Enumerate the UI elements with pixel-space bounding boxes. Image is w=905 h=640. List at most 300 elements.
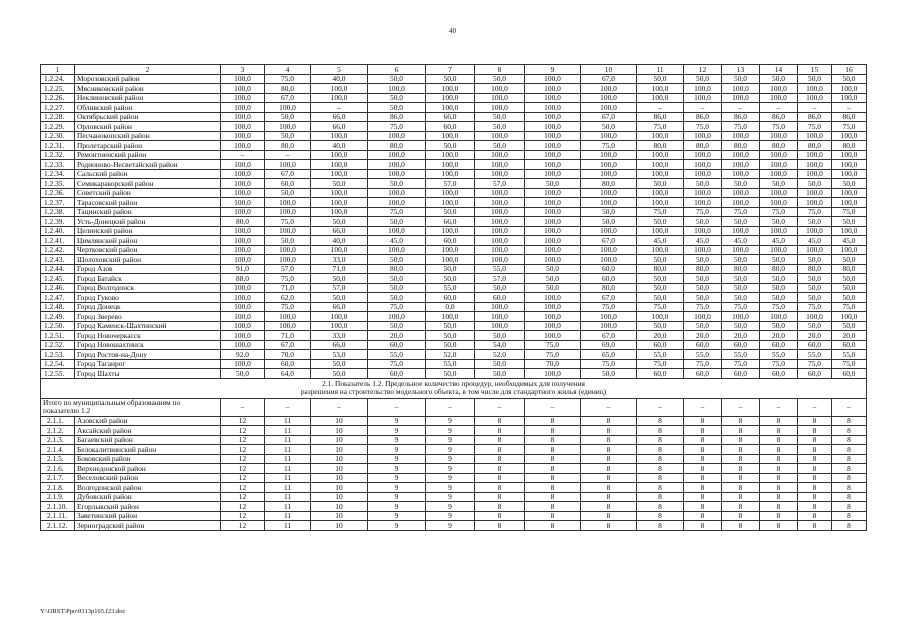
value-cell: 100,0 xyxy=(265,321,311,331)
row-name: Морозовский район xyxy=(75,74,221,84)
value-cell: 100,0 xyxy=(221,255,265,265)
value-cell: 100,0 xyxy=(832,150,867,160)
value-cell: 100,0 xyxy=(581,93,637,103)
value-cell: 8 xyxy=(832,492,867,502)
value-cell: 8 xyxy=(637,492,684,502)
value-cell: 100,0 xyxy=(722,312,760,322)
value-cell: 8 xyxy=(581,492,637,502)
value-cell: 71,0 xyxy=(265,283,311,293)
value-cell: 50,0 xyxy=(475,122,525,132)
row-name: Город Донецк xyxy=(75,302,221,312)
value-cell: 86,0 xyxy=(368,112,426,122)
value-cell: 75,0 xyxy=(637,207,684,217)
value-cell: 100,0 xyxy=(525,217,581,227)
value-cell: 100,0 xyxy=(311,198,368,208)
value-cell: 9 xyxy=(426,473,475,483)
table-row xyxy=(41,464,867,474)
row-name: Сальский район xyxy=(75,169,221,179)
value-cell: 8 xyxy=(525,416,581,426)
value-cell: 8 xyxy=(684,464,722,474)
value-cell: 100,0 xyxy=(475,217,525,227)
value-cell: 67,0 xyxy=(265,340,311,350)
row-code: 1.2.25. xyxy=(41,84,75,94)
value-cell: 9 xyxy=(368,492,426,502)
row-name: Ремонтненский район xyxy=(75,150,221,160)
value-cell: 12 xyxy=(221,473,265,483)
value-cell: 9 xyxy=(368,454,426,464)
column-header-15: 15 xyxy=(798,65,832,75)
value-cell: 100,0 xyxy=(525,369,581,379)
row-code: 1.2.37. xyxy=(41,198,75,208)
value-cell: 100,0 xyxy=(525,226,581,236)
value-cell: 8 xyxy=(525,521,581,531)
value-cell: 66,0 xyxy=(311,340,368,350)
value-cell: 100,0 xyxy=(581,312,637,322)
value-cell: 100,0 xyxy=(637,198,684,208)
table-row xyxy=(41,521,867,531)
value-cell: 100,0 xyxy=(637,150,684,160)
value-cell: 55,0 xyxy=(832,350,867,360)
value-cell: 8 xyxy=(637,473,684,483)
value-cell: 60,0 xyxy=(581,274,637,284)
value-cell: 100,0 xyxy=(221,122,265,132)
row-name: Усть-Донецкий район xyxy=(75,217,221,227)
value-cell: 100,0 xyxy=(684,160,722,170)
value-cell: 91,0 xyxy=(221,264,265,274)
table-row xyxy=(41,141,867,151)
value-cell: 8 xyxy=(684,473,722,483)
row-name: Волгодонской район xyxy=(75,483,221,493)
value-cell: 80,0 xyxy=(368,141,426,151)
value-cell: 100,0 xyxy=(760,84,798,94)
row-code: 1.2.48. xyxy=(41,302,75,312)
row-name: Город Зверево xyxy=(75,312,221,322)
row-code: 1.2.27. xyxy=(41,103,75,113)
value-cell: 100,0 xyxy=(525,302,581,312)
value-cell: 100,0 xyxy=(221,302,265,312)
value-cell: 100,0 xyxy=(581,103,637,113)
value-cell: 50,0 xyxy=(221,369,265,379)
row-code: 1.2.55. xyxy=(41,369,75,379)
table-row xyxy=(41,236,867,246)
value-cell: 8 xyxy=(475,435,525,445)
value-cell: 100,0 xyxy=(760,169,798,179)
value-cell: 8 xyxy=(722,483,760,493)
value-cell: – xyxy=(221,150,265,160)
value-cell: 100,0 xyxy=(525,93,581,103)
value-cell: 50,0 xyxy=(368,179,426,189)
value-cell: 100,0 xyxy=(221,74,265,84)
value-cell: 60,0 xyxy=(832,340,867,350)
value-cell: 100,0 xyxy=(581,160,637,170)
value-cell: 50,0 xyxy=(311,369,368,379)
value-cell: 8 xyxy=(760,511,798,521)
row-code: 1.2.51. xyxy=(41,331,75,341)
value-cell: 8 xyxy=(832,416,867,426)
value-cell: 8 xyxy=(637,454,684,464)
value-cell: 40,0 xyxy=(311,74,368,84)
value-cell: 45,0 xyxy=(760,236,798,246)
value-cell: 100,0 xyxy=(475,150,525,160)
table-row xyxy=(41,122,867,132)
value-cell: 100,0 xyxy=(684,198,722,208)
table-row xyxy=(41,369,867,379)
value-cell: 100,0 xyxy=(475,321,525,331)
value-cell: 8 xyxy=(760,502,798,512)
value-cell: 100,0 xyxy=(426,188,475,198)
value-cell: 100,0 xyxy=(684,312,722,322)
table-row xyxy=(41,179,867,189)
value-cell: – xyxy=(637,103,684,113)
value-cell: 75,0 xyxy=(722,122,760,132)
row-name: Аксайский район xyxy=(75,426,221,436)
value-cell: 100,0 xyxy=(581,169,637,179)
value-cell: 100,0 xyxy=(311,131,368,141)
value-cell: 10 xyxy=(311,511,368,521)
value-cell: 50,0 xyxy=(760,321,798,331)
value-cell: 100,0 xyxy=(637,226,684,236)
value-cell: 75,0 xyxy=(368,122,426,132)
value-cell: 100,0 xyxy=(475,198,525,208)
value-cell: 75,0 xyxy=(798,207,832,217)
value-cell: 50,0 xyxy=(760,293,798,303)
value-cell: 8 xyxy=(637,464,684,474)
value-cell: 100,0 xyxy=(722,198,760,208)
value-cell: 10 xyxy=(311,426,368,436)
value-cell: 75,0 xyxy=(368,359,426,369)
value-cell: 100,0 xyxy=(832,160,867,170)
value-cell: 50,0 xyxy=(265,112,311,122)
value-cell: 55,0 xyxy=(722,350,760,360)
value-cell: 66,0 xyxy=(426,217,475,227)
value-cell: 9 xyxy=(368,426,426,436)
row-code: 1.2.54. xyxy=(41,359,75,369)
value-cell: 100,0 xyxy=(311,160,368,170)
row-code: 1.2.53. xyxy=(41,350,75,360)
table-row xyxy=(41,483,867,493)
value-cell: 100,0 xyxy=(581,226,637,236)
value-cell: – xyxy=(832,103,867,113)
value-cell: 100,0 xyxy=(368,226,426,236)
value-cell: 9 xyxy=(426,511,475,521)
value-cell: 8 xyxy=(760,483,798,493)
value-cell: 8 xyxy=(798,464,832,474)
total-value-cell: – xyxy=(525,398,581,416)
value-cell: 50,0 xyxy=(798,274,832,284)
value-cell: 50,0 xyxy=(368,321,426,331)
value-cell: 80,0 xyxy=(760,264,798,274)
table-row xyxy=(41,445,867,455)
value-cell: 50,0 xyxy=(581,217,637,227)
value-cell: 8 xyxy=(832,521,867,531)
value-cell: 8 xyxy=(684,426,722,436)
value-cell: 100,0 xyxy=(525,331,581,341)
row-code: 1.2.33. xyxy=(41,160,75,170)
value-cell: 75,0 xyxy=(637,359,684,369)
value-cell: 100,0 xyxy=(475,131,525,141)
value-cell: 45,0 xyxy=(832,236,867,246)
value-cell: 11 xyxy=(265,473,311,483)
value-cell: 100,0 xyxy=(637,131,684,141)
value-cell: 10 xyxy=(311,454,368,464)
value-cell: 100,0 xyxy=(475,84,525,94)
value-cell: 75,0 xyxy=(581,302,637,312)
row-name: Город Батайск xyxy=(75,274,221,284)
value-cell: 20,0 xyxy=(684,331,722,341)
value-cell: 55,0 xyxy=(368,350,426,360)
value-cell: 75,0 xyxy=(798,302,832,312)
value-cell: 50,0 xyxy=(637,321,684,331)
value-cell: 8 xyxy=(581,483,637,493)
value-cell: 8 xyxy=(722,473,760,483)
row-code: 1.2.30. xyxy=(41,131,75,141)
value-cell: 100,0 xyxy=(798,160,832,170)
value-cell: 8 xyxy=(581,445,637,455)
value-cell: 100,0 xyxy=(637,312,684,322)
value-cell: 100,0 xyxy=(525,236,581,246)
row-code: 2.1.11. xyxy=(41,511,75,521)
value-cell: 8 xyxy=(798,521,832,531)
value-cell: 100,0 xyxy=(722,150,760,160)
value-cell: 100,0 xyxy=(525,84,581,94)
value-cell: 71,0 xyxy=(311,264,368,274)
value-cell: 8 xyxy=(475,464,525,474)
value-cell: 60,0 xyxy=(265,179,311,189)
value-cell: 100,0 xyxy=(426,255,475,265)
value-cell: 20,0 xyxy=(832,331,867,341)
row-name: Боковский район xyxy=(75,454,221,464)
value-cell: 67,0 xyxy=(581,112,637,122)
row-name: Зерноградский район xyxy=(75,521,221,531)
value-cell: 66,0 xyxy=(311,112,368,122)
value-cell: 67,0 xyxy=(265,93,311,103)
value-cell: 50,0 xyxy=(760,74,798,84)
value-cell: 9 xyxy=(426,445,475,455)
value-cell: 100,0 xyxy=(475,93,525,103)
table-row xyxy=(41,312,867,322)
row-code: 1.2.39. xyxy=(41,217,75,227)
value-cell: 100,0 xyxy=(637,245,684,255)
value-cell: 8 xyxy=(525,445,581,455)
value-cell: 50,0 xyxy=(760,179,798,189)
row-code: 2.1.5. xyxy=(41,454,75,464)
value-cell: 55,0 xyxy=(798,350,832,360)
value-cell: 60,0 xyxy=(760,369,798,379)
total-value-cell: – xyxy=(581,398,637,416)
value-cell: 50,0 xyxy=(525,264,581,274)
value-cell: 100,0 xyxy=(221,141,265,151)
value-cell: 50,0 xyxy=(475,112,525,122)
value-cell: 8 xyxy=(475,416,525,426)
row-code: 1.2.35. xyxy=(41,179,75,189)
value-cell: 12 xyxy=(221,483,265,493)
value-cell: 100,0 xyxy=(221,312,265,322)
value-cell: 100,0 xyxy=(368,188,426,198)
total-value-cell: – xyxy=(426,398,475,416)
value-cell: 75,0 xyxy=(368,302,426,312)
value-cell: 10 xyxy=(311,473,368,483)
value-cell: 9 xyxy=(368,511,426,521)
value-cell: 8 xyxy=(722,416,760,426)
value-cell: 8 xyxy=(581,416,637,426)
row-name: Егорлыкский район xyxy=(75,502,221,512)
value-cell: 100,0 xyxy=(760,131,798,141)
table-row xyxy=(41,331,867,341)
value-cell: 9 xyxy=(426,454,475,464)
value-cell: 100,0 xyxy=(684,169,722,179)
value-cell: 8 xyxy=(684,454,722,464)
value-cell: 8 xyxy=(798,426,832,436)
column-header-4: 4 xyxy=(265,65,311,75)
value-cell: 8 xyxy=(475,445,525,455)
value-cell: 9 xyxy=(426,492,475,502)
column-header-6: 6 xyxy=(368,65,426,75)
value-cell: 75,0 xyxy=(832,359,867,369)
value-cell: 50,0 xyxy=(426,207,475,217)
value-cell: 100,0 xyxy=(221,93,265,103)
value-cell: 8 xyxy=(525,426,581,436)
value-cell: 100,0 xyxy=(798,226,832,236)
row-code: 1.2.50. xyxy=(41,321,75,331)
table-row xyxy=(41,321,867,331)
column-header-1: 1 xyxy=(41,65,75,75)
value-cell: 75,0 xyxy=(760,122,798,132)
value-cell: 75,0 xyxy=(684,359,722,369)
value-cell: 50,0 xyxy=(368,93,426,103)
value-cell: 100,0 xyxy=(581,255,637,265)
value-cell: 8 xyxy=(832,435,867,445)
value-cell: 100,0 xyxy=(684,93,722,103)
value-cell: 100,0 xyxy=(525,312,581,322)
section-title xyxy=(41,378,867,398)
value-cell: 100,0 xyxy=(221,169,265,179)
value-cell: 86,0 xyxy=(832,112,867,122)
value-cell: 50,0 xyxy=(722,321,760,331)
value-cell: 75,0 xyxy=(368,207,426,217)
value-cell: 8 xyxy=(475,473,525,483)
value-cell: 9 xyxy=(426,416,475,426)
value-cell: – xyxy=(760,103,798,113)
value-cell: 100,0 xyxy=(637,169,684,179)
column-header-16: 16 xyxy=(832,65,867,75)
value-cell: 8 xyxy=(475,521,525,531)
value-cell: 100,0 xyxy=(722,93,760,103)
value-cell: 50,0 xyxy=(832,321,867,331)
value-cell: 8 xyxy=(722,445,760,455)
value-cell: 100,0 xyxy=(798,84,832,94)
row-code: 1.2.34. xyxy=(41,169,75,179)
value-cell: 8 xyxy=(581,521,637,531)
value-cell: 12 xyxy=(221,502,265,512)
value-cell: 50,0 xyxy=(722,217,760,227)
value-cell: 100,0 xyxy=(368,160,426,170)
value-cell: 12 xyxy=(221,511,265,521)
row-name: Город Новочеркасск xyxy=(75,331,221,341)
total-value-cell: – xyxy=(475,398,525,416)
value-cell: 100,0 xyxy=(265,207,311,217)
value-cell: 8 xyxy=(832,454,867,464)
value-cell: 75,0 xyxy=(525,340,581,350)
value-cell: 100,0 xyxy=(221,179,265,189)
value-cell: 100,0 xyxy=(426,84,475,94)
table-row xyxy=(41,169,867,179)
column-header-5: 5 xyxy=(311,65,368,75)
value-cell: 100,0 xyxy=(265,103,311,113)
table-row xyxy=(41,74,867,84)
value-cell: 100,0 xyxy=(525,198,581,208)
value-cell: 75,0 xyxy=(581,359,637,369)
value-cell: 66,0 xyxy=(311,226,368,236)
row-name: Тарасовский район xyxy=(75,198,221,208)
row-code: 1.2.45. xyxy=(41,274,75,284)
row-name: Тацинский район xyxy=(75,207,221,217)
value-cell: 10 xyxy=(311,521,368,531)
value-cell: 8 xyxy=(832,464,867,474)
value-cell: 8 xyxy=(798,454,832,464)
value-cell: 50,0 xyxy=(832,217,867,227)
value-cell: 57,0 xyxy=(265,264,311,274)
value-cell: 11 xyxy=(265,454,311,464)
value-cell: 8 xyxy=(525,473,581,483)
value-cell: 100,0 xyxy=(722,188,760,198)
value-cell: 100,0 xyxy=(760,188,798,198)
total-value-cell: – xyxy=(637,398,684,416)
value-cell: 86,0 xyxy=(684,112,722,122)
value-cell: 50,0 xyxy=(265,188,311,198)
value-cell: 100,0 xyxy=(265,198,311,208)
value-cell: 100,0 xyxy=(221,236,265,246)
value-cell: 100,0 xyxy=(525,131,581,141)
row-name: Неклиновский район xyxy=(75,93,221,103)
value-cell: 11 xyxy=(265,445,311,455)
value-cell: 60,0 xyxy=(722,369,760,379)
value-cell: 100,0 xyxy=(832,93,867,103)
value-cell: 8 xyxy=(832,502,867,512)
value-cell: 8 xyxy=(760,492,798,502)
value-cell: 11 xyxy=(265,492,311,502)
value-cell: 100,0 xyxy=(684,150,722,160)
total-value-cell: – xyxy=(368,398,426,416)
value-cell: 100,0 xyxy=(368,84,426,94)
value-cell: 80,0 xyxy=(760,141,798,151)
value-cell: 8 xyxy=(525,502,581,512)
value-cell: 20,0 xyxy=(760,331,798,341)
value-cell: 75,0 xyxy=(722,207,760,217)
value-cell: 100,0 xyxy=(475,255,525,265)
value-cell: 57,0 xyxy=(311,283,368,293)
value-cell: 100,0 xyxy=(798,93,832,103)
value-cell: 9 xyxy=(426,464,475,474)
section-title-line-1: 2.1. Показатель 1.2. Предельное количество процедур, необходимых для получения xyxy=(322,378,585,388)
value-cell: 50,0 xyxy=(760,283,798,293)
value-cell: 80,0 xyxy=(684,141,722,151)
value-cell: 100,0 xyxy=(832,245,867,255)
value-cell: 9 xyxy=(426,426,475,436)
value-cell: 0,0 xyxy=(426,302,475,312)
value-cell: 9 xyxy=(426,502,475,512)
value-cell: 100,0 xyxy=(525,293,581,303)
data-table xyxy=(40,64,867,531)
table-row xyxy=(41,502,867,512)
value-cell: 52,0 xyxy=(475,350,525,360)
value-cell: 8 xyxy=(760,521,798,531)
value-cell: 100,0 xyxy=(581,188,637,198)
value-cell: 11 xyxy=(265,435,311,445)
value-cell: 100,0 xyxy=(265,160,311,170)
value-cell: 80,0 xyxy=(265,84,311,94)
value-cell: 60,0 xyxy=(722,340,760,350)
table-row xyxy=(41,264,867,274)
